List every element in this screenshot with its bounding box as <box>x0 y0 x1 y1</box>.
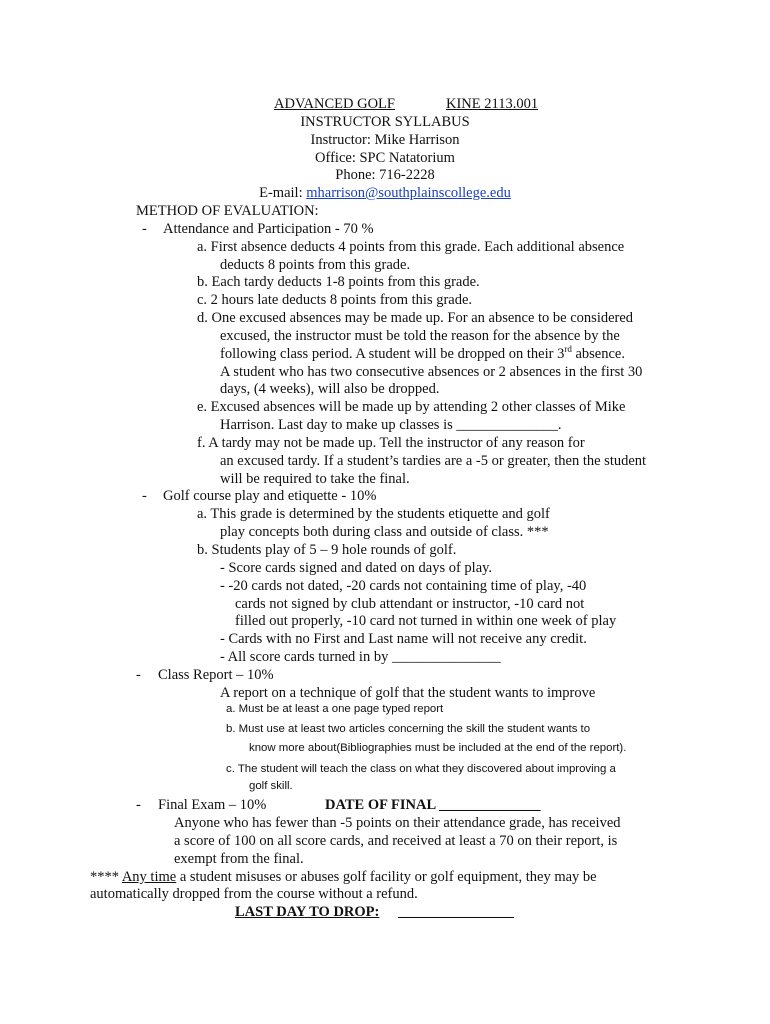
attendance-item-e-cont: Harrison. Last day to make up classes is ______________. <box>220 417 562 433</box>
class-report-item-b-cont: know more about(Bibliographies must be included at the end of the report). <box>249 742 627 754</box>
attendance-item-d-cont: excused, the instructor must be told the reason for the absence by the <box>220 328 620 344</box>
attendance-item-f-cont2: will be required to take the final. <box>220 471 410 487</box>
class-report-dash: - <box>136 667 141 683</box>
attendance-item-d-cont3: A student who has two consecutive absences or 2 absences in the first 30 <box>220 364 643 380</box>
attendance-item-a: a. First absence deducts 4 points from this grade. Each additional absence <box>197 239 625 255</box>
golf-play-item-b-sub1: - Score cards signed and dated on days of play. <box>220 560 493 576</box>
attendance-item-e: e. Excused absences will be made up by attending 2 other classes of Mike <box>197 399 626 415</box>
class-report-item-c: c. The student will teach the class on what they discovered about improving a <box>226 763 616 775</box>
class-report-item-b: b. Must use at least two articles concerning the skill the student wants to <box>226 723 591 735</box>
attendance-item-a-cont: deducts 8 points from this grade. <box>220 257 411 273</box>
attendance-item-d-cont2 <box>220 345 625 363</box>
attendance-item-b: b. Each tardy deducts 1-8 points from this grade. <box>197 274 480 290</box>
last-day-to-drop-blank: ________________ <box>398 904 514 920</box>
golf-play-item-b-sub2: - -20 cards not dated, -20 cards not containing time of play, -40 <box>220 578 587 594</box>
attendance-item-d-text: following class period. A student will be dropped on their 3 <box>220 346 565 362</box>
attendance-item-c: c. 2 hours late deducts 8 points from this grade. <box>197 292 473 308</box>
misuse-note-line-1 <box>90 868 597 886</box>
final-exam-line-3: exempt from the final. <box>174 851 304 867</box>
golf-play-item-b: b. Students play of 5 – 9 hole rounds of golf. <box>197 542 457 558</box>
method-heading: METHOD OF EVALUATION: <box>136 203 319 219</box>
attendance-item-d: d. One excused absences may be made up. For an absence to be considered <box>197 310 634 326</box>
final-exam-date-label: DATE OF FINAL ______________ <box>325 797 541 813</box>
note-stars: **** <box>90 869 122 885</box>
doc-title: INSTRUCTOR SYLLABUS <box>300 114 470 130</box>
email-label: E-mail: <box>259 185 307 201</box>
instructor-line: Instructor: Mike Harrison <box>310 132 460 148</box>
attendance-item-f-cont: an excused tardy. If a student’s tardies are a -5 or greater, then the student <box>220 453 647 469</box>
last-day-to-drop-label: LAST DAY TO DROP: <box>235 904 380 920</box>
misuse-note-line-2: automatically dropped from the course without a refund. <box>90 886 418 902</box>
golf-play-item-b-sub4: - All score cards turned in by _______________ <box>220 649 501 665</box>
golf-play-item-b-sub2-cont2: filled out properly, -10 card not turned in within one week of play <box>235 613 617 629</box>
final-exam-line-2: a score of 100 on all score cards, and received at least a 70 on their report, is <box>174 833 618 849</box>
final-exam-title: Final Exam – 10% <box>158 797 267 813</box>
attendance-title: Attendance and Participation - 70 % <box>163 221 374 237</box>
golf-play-item-b-sub3: - Cards with no First and Last name will not receive any credit. <box>220 631 587 647</box>
attendance-item-f: f. A tardy may not be made up. Tell the instructor of any reason for <box>197 435 585 451</box>
email-link[interactable]: mharrison@southplainscollege.edu <box>306 185 511 201</box>
attendance-dash: - <box>142 221 147 237</box>
attendance-item-d-text-end: absence. <box>571 346 625 362</box>
phone-line: Phone: 716-2228 <box>335 167 435 183</box>
office-line: Office: SPC Natatorium <box>315 150 455 166</box>
golf-play-item-b-sub2-cont: cards not signed by club attendant or instructor, -10 card not <box>235 596 585 612</box>
golf-play-dash: - <box>142 488 147 504</box>
note-text: a student misuses or abuses golf facility or golf equipment, they may be <box>176 869 597 885</box>
course-name: ADVANCED GOLF <box>274 96 395 112</box>
class-report-intro: A report on a technique of golf that the student wants to improve <box>220 685 596 701</box>
class-report-title: Class Report – 10% <box>158 667 274 683</box>
class-report-item-c-cont: golf skill. <box>249 780 293 792</box>
golf-play-title: Golf course play and etiquette - 10% <box>163 488 377 504</box>
email-line <box>0 184 770 202</box>
final-exam-dash: - <box>136 797 141 813</box>
attendance-item-d-cont4: days, (4 weeks), will also be dropped. <box>220 381 440 397</box>
note-any-time: Any time <box>121 869 177 885</box>
golf-play-item-a-cont: play concepts both during class and outside of class. *** <box>220 524 549 540</box>
final-exam-line-1: Anyone who has fewer than -5 points on their attendance grade, has received <box>174 815 621 831</box>
golf-play-item-a: a. This grade is determined by the students etiquette and golf <box>197 506 550 522</box>
course-code: KINE 2113.001 <box>446 96 539 112</box>
ordinal-suffix: rd <box>564 344 572 355</box>
class-report-item-a: a. Must be at least a one page typed report <box>226 703 444 715</box>
